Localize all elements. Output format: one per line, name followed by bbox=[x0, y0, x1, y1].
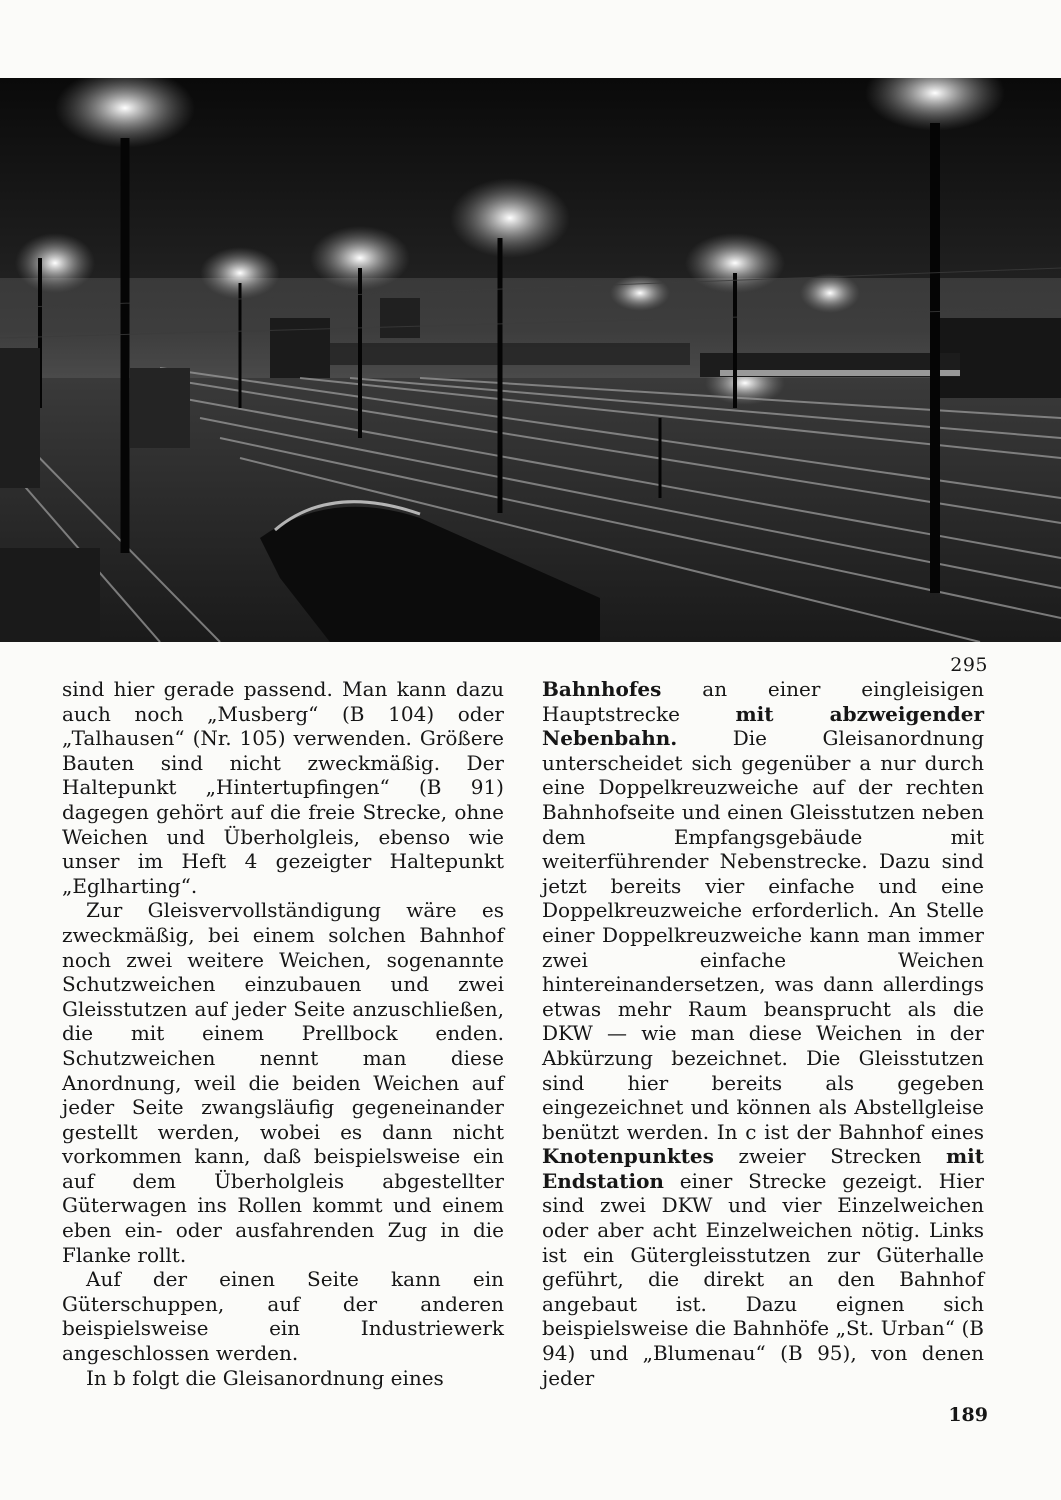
right-text-column bbox=[542, 677, 984, 1390]
bold-term: mit Endstation bbox=[542, 1144, 984, 1193]
text-run: einer Strecke gezeigt. Hier sind zwei DKW und vier Einzelweichen oder aber acht Einzelweichen nötig. Links ist ein Gütergleisstutzen zur Güterhalle geführt, die direkt an den Bahnhof angebaut ist. Dazu eignen sich beispielsweise die Bahnhöfe „St. Urban“ (B 94) und „Blumenau“ (B 95), von denen jeder bbox=[542, 1168, 984, 1390]
paragraph: sind hier gerade passend. Man kann dazu auch noch „Musberg“ (B 104) oder „Talhausen“ (Nr. 105) verwenden. Größere Bauten sind nicht zweckmäßig. Der Haltepunkt „Hintertupfingen“ (B 91) dagegen gehört auf die freie Strecke, ohne Weichen und Überholgleis, ebenso wie unser im Heft 4 gezeigter Haltepunkt „Eglharting“. bbox=[62, 677, 504, 898]
text-run: an einer eingleisigen Hauptstrecke bbox=[542, 677, 984, 726]
photo-illustration bbox=[0, 78, 1061, 642]
left-text-column bbox=[62, 677, 504, 1390]
bold-term: Bahnhofes bbox=[542, 677, 662, 701]
figure-number: 295 bbox=[950, 654, 988, 676]
text-run: Die Gleisanordnung unterscheidet sich gegenüber a nur durch eine Doppelkreuzweiche auf der rechten Bahnhofseite und einen Gleisstutzen neben dem Empfangsgebäude mit weiterführender Nebenstrecke. Dazu sind jetzt bereits vier einfache und eine Doppelkreuzweiche erforderlich. An Stelle einer Doppelkreuzweiche kann man immer zwei einfache Weichen hintereinandersetzen, was dann allerdings etwas mehr Raum beansprucht als die DKW — wie man diese Weichen in der Abkürzung bezeichnet. Die Gleisstutzen sind hier bereits als gegeben eingezeichnet und können als Abstellgleise benützt werden. In c ist der Bahnhof eines bbox=[542, 726, 984, 1144]
paragraph: In b folgt die Gleisanordnung eines bbox=[86, 1365, 444, 1390]
bold-term: Knotenpunktes bbox=[542, 1144, 714, 1169]
paragraph: Auf der einen Seite kann ein Güterschuppen, auf der anderen beispielsweise ein Industriewerk angeschlossen werden. bbox=[62, 1267, 504, 1366]
page-number: 189 bbox=[948, 1404, 988, 1426]
paragraph bbox=[542, 677, 984, 1390]
paragraph: Zur Gleisvervollständigung wäre es zweckmäßig, bei einem solchen Bahnhof noch zwei weitere Weichen, sogenannte Schutzweichen einzubauen und zwei Gleisstutzen auf jeder Seite anzuschließen, die mit einem Prellbock enden. Schutzweichen nennt man diese Anordnung, weil die beiden Weichen auf jeder Seite zwangsläufig gegeneinander gestellt werden, wobei es dann nicht vorkommen kann, daß beispielsweise ein auf dem Überholgleis abgestellter Güterwagen ins Rollen kommt und einem eben ein- oder ausfahrenden Zug in die Flanke rollt. bbox=[62, 898, 504, 1267]
bold-term: mit abzweigender Nebenbahn. bbox=[542, 701, 984, 751]
night-railway-yard-photo bbox=[0, 78, 1061, 642]
text-run: zweier Strecken bbox=[713, 1144, 946, 1169]
